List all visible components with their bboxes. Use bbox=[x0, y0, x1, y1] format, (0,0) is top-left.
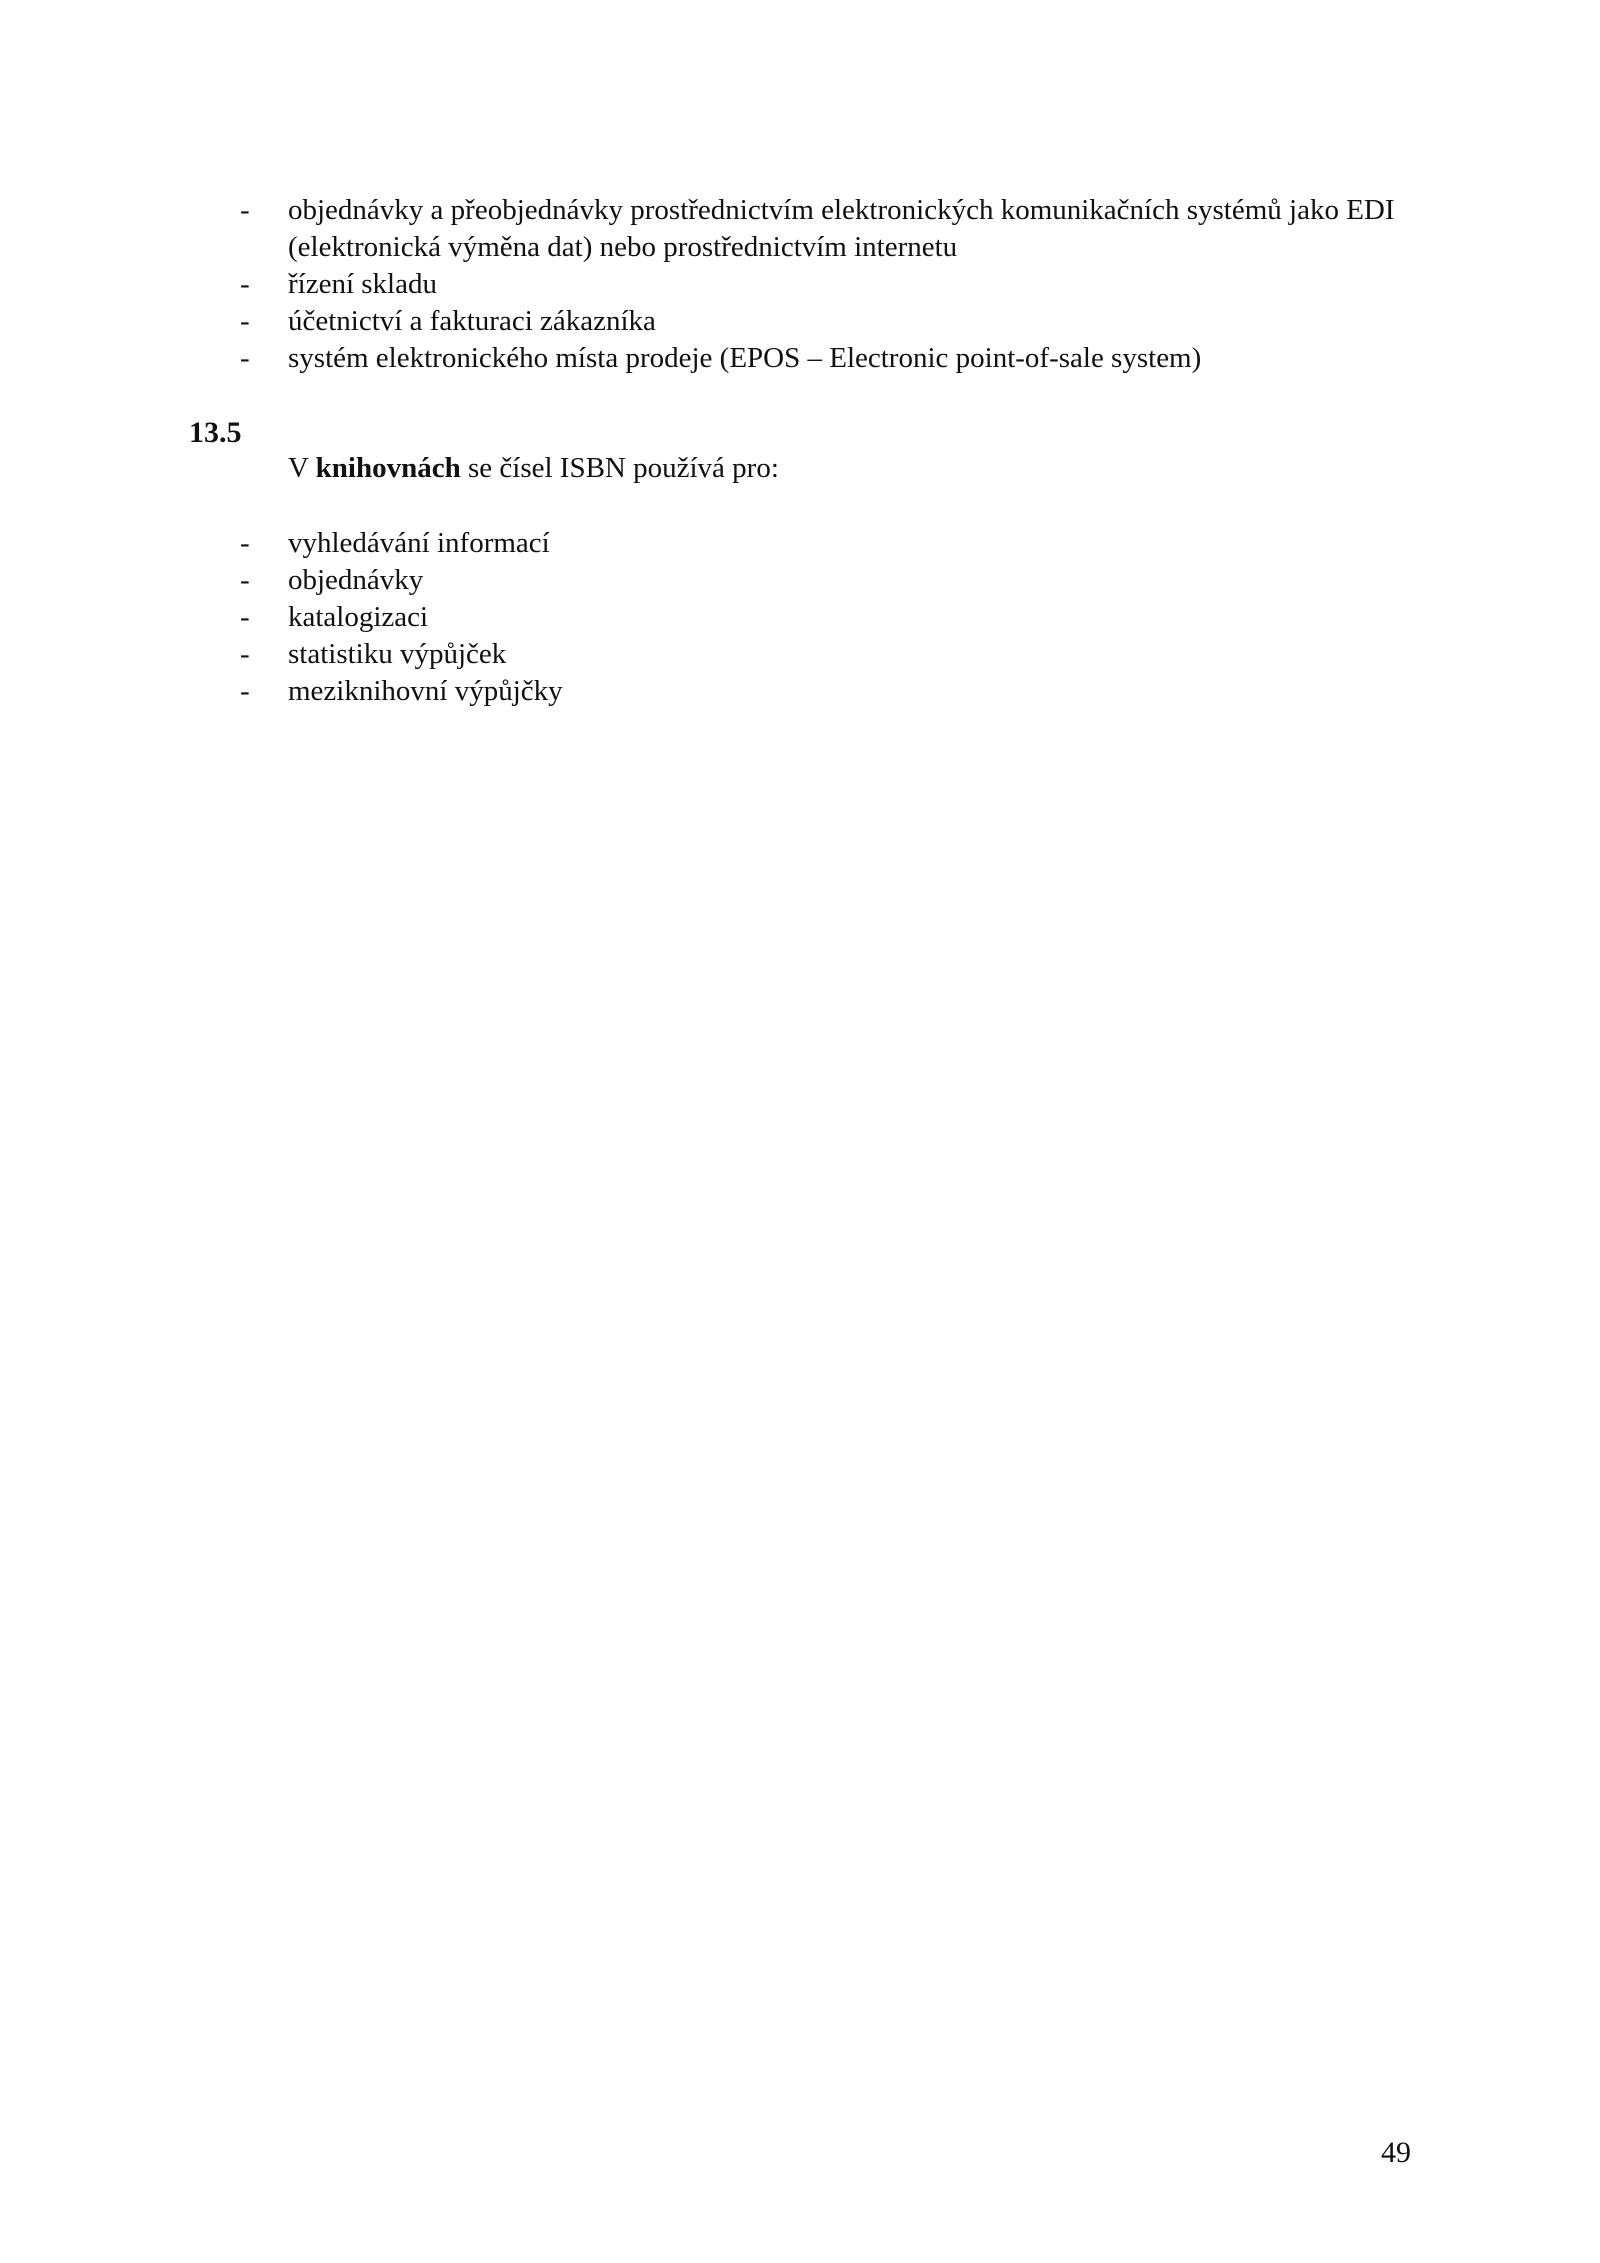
list-item-text: řízení skladu bbox=[288, 268, 437, 300]
list-dash: - bbox=[240, 305, 250, 337]
list-item bbox=[0, 303, 1420, 340]
section-intro-prefix: V bbox=[288, 452, 316, 484]
list-item bbox=[0, 192, 1420, 266]
list-item-text: statistiku výpůjček bbox=[288, 638, 507, 670]
section-number: 13.5 bbox=[189, 416, 242, 449]
section-intro-suffix: se čísel ISBN používá pro: bbox=[460, 452, 779, 484]
list-dash: - bbox=[240, 342, 250, 374]
list-item bbox=[0, 636, 1420, 673]
list-item-text: objednávky bbox=[288, 564, 424, 596]
list-item bbox=[0, 266, 1420, 303]
list-dash: - bbox=[240, 675, 250, 707]
list-item-text: systém elektronického místa prodeje (EPOS – Electronic point-of-sale system) bbox=[288, 342, 1202, 374]
list-dash: - bbox=[240, 638, 250, 670]
section-intro bbox=[288, 450, 779, 487]
list-item-text: účetnictví a fakturaci zákazníka bbox=[288, 305, 656, 337]
list-item bbox=[0, 340, 1420, 377]
list-dash: - bbox=[240, 601, 250, 633]
list-item bbox=[0, 673, 1420, 710]
list-item-text: meziknihovní výpůjčky bbox=[288, 675, 563, 707]
list-item-text: katalogizaci bbox=[288, 601, 429, 633]
list-item bbox=[0, 525, 1420, 562]
list-dash: - bbox=[240, 194, 250, 226]
page-number: 49 bbox=[1381, 2136, 1411, 2169]
list-item bbox=[0, 562, 1420, 599]
list-dash: - bbox=[240, 268, 250, 300]
section-intro-bold: knihovnách bbox=[315, 452, 461, 484]
list-item-text: objednávky a přeobjednávky prostřednictvím elektronických komunikačních systémů jako EDI (elektronická výměna dat) nebo prostřednictvím internetu bbox=[288, 194, 1395, 263]
list-item-text: vyhledávání informací bbox=[288, 527, 550, 559]
list-item bbox=[0, 599, 1420, 636]
bottom-bullet-list bbox=[0, 525, 1420, 710]
list-dash: - bbox=[240, 564, 250, 596]
list-dash: - bbox=[240, 527, 250, 559]
top-bullet-list bbox=[0, 192, 1420, 377]
